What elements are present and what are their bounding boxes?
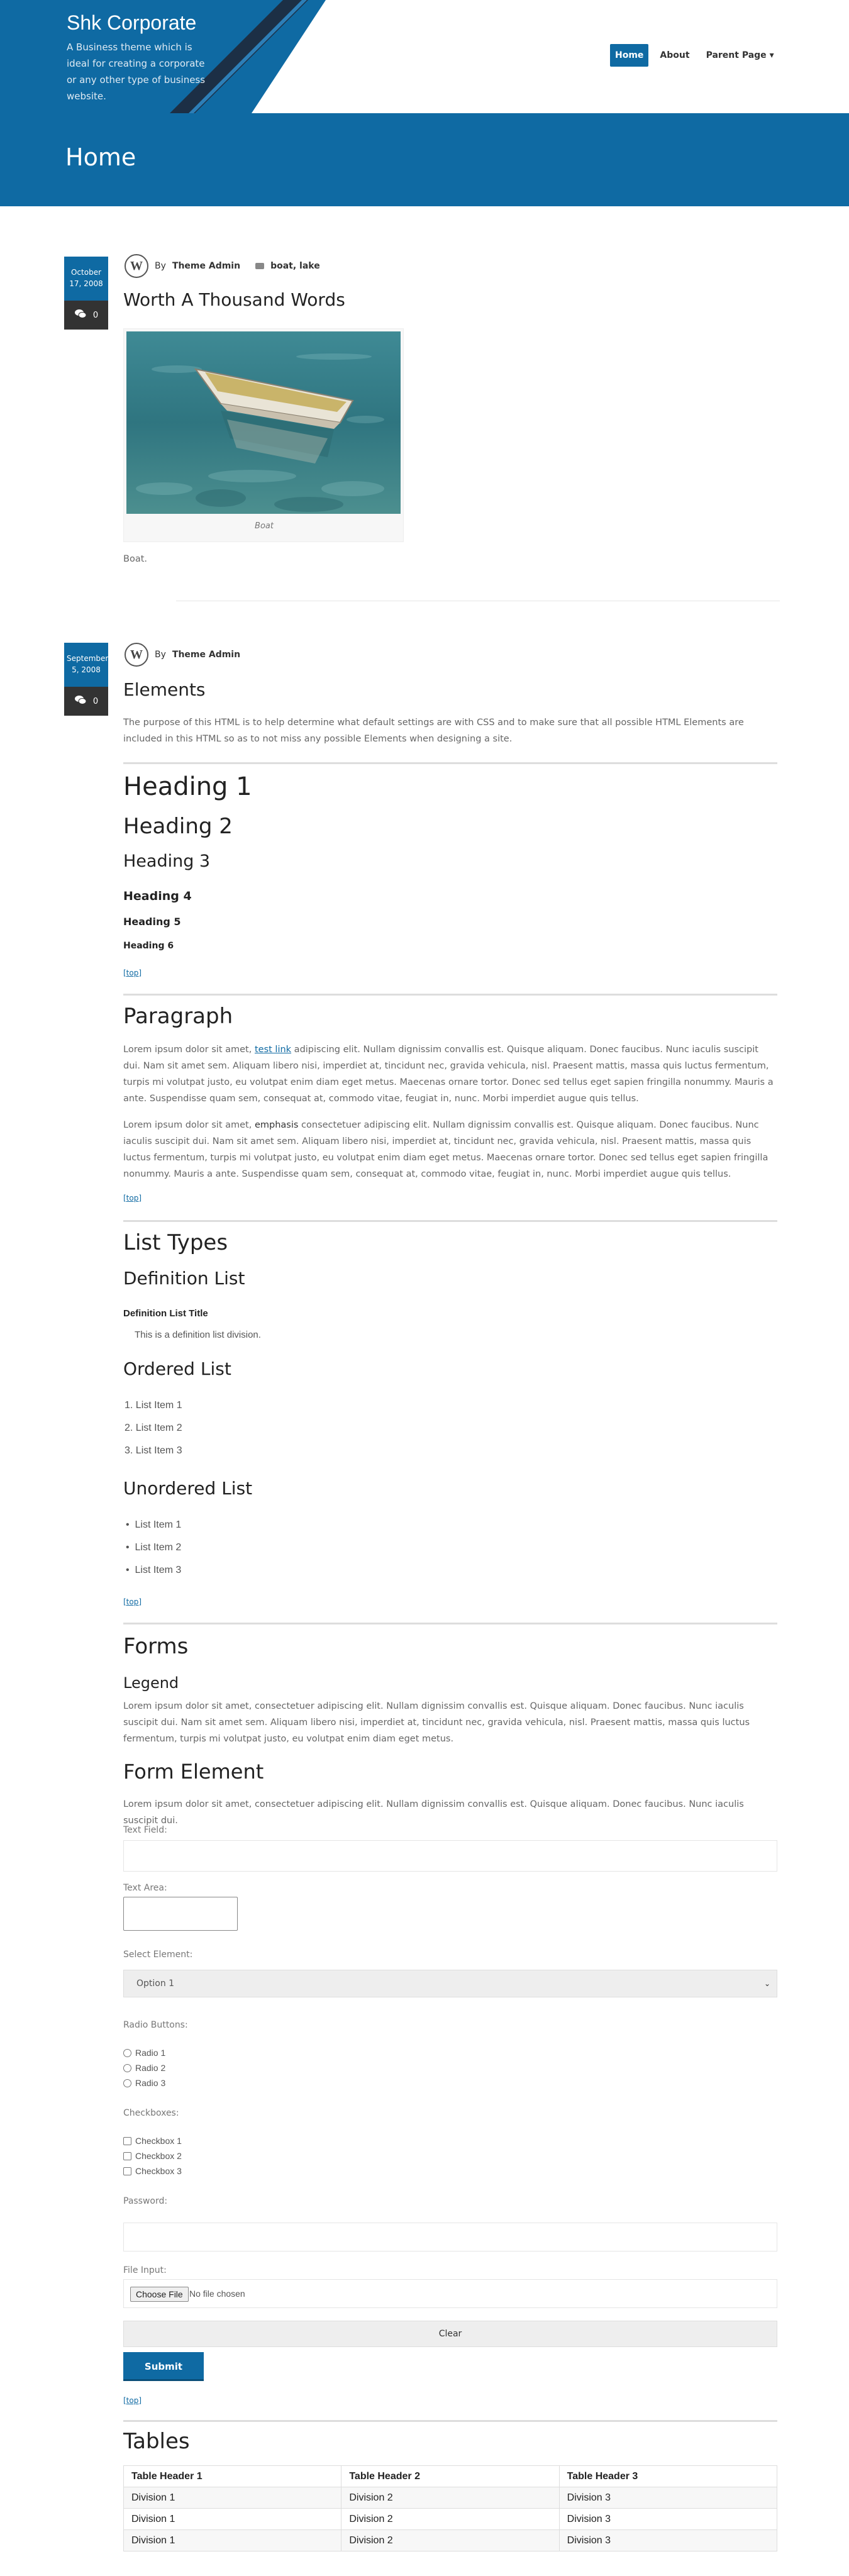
- password-label: Password:: [123, 2196, 168, 2206]
- radio-label: Radio Buttons:: [123, 2020, 188, 2030]
- post-excerpt: Boat.: [123, 554, 147, 564]
- boat-image[interactable]: [126, 331, 401, 514]
- top-link[interactable]: [top]: [123, 969, 142, 977]
- post-title[interactable]: Elements: [123, 679, 206, 700]
- radio-option-1[interactable]: Radio 1: [123, 2048, 165, 2058]
- site-description: A Business theme which is ideal for creating a corporate or any other type of business website.: [67, 42, 206, 102]
- forms-heading: Forms: [123, 1634, 189, 1659]
- top-link[interactable]: [top]: [123, 2396, 142, 2405]
- post-title[interactable]: Worth A Thousand Words: [123, 289, 345, 310]
- page-title: Home: [65, 143, 136, 171]
- definition-description: This is a definition list division.: [135, 1330, 261, 1340]
- paragraph-heading: Paragraph: [123, 1004, 233, 1029]
- section-divider: [123, 994, 777, 996]
- table-cell: Division 3: [559, 2530, 777, 2551]
- elements-intro: The purpose of this HTML is to help determine what default settings are with CSS and to make sure that all possible HTML Elements are included in this HTML so as to not miss any possible Elements when designing a site.: [123, 718, 744, 744]
- radio-option-3[interactable]: Radio 3: [123, 2078, 165, 2088]
- nav-item-parent-page[interactable]: [701, 44, 779, 67]
- heading-3: Heading 3: [123, 852, 211, 871]
- ordered-list-heading: Ordered List: [123, 1358, 231, 1379]
- checkbox-2[interactable]: Checkbox 2: [123, 2151, 182, 2161]
- table-header-row: [124, 2466, 777, 2487]
- checkbox-label: Checkboxes:: [123, 2108, 179, 2118]
- checkbox-icon: [123, 2167, 131, 2175]
- heading-1: Heading 1: [123, 772, 252, 801]
- form-intro: Lorem ipsum dolor sit amet, consectetuer adipiscing elit. Nullam dignissim convallis est. Quisque aliquam. Donec faucibus. Nunc iaculis suscipit dui.: [123, 1799, 744, 1826]
- checkbox-icon: [123, 2137, 131, 2145]
- test-link[interactable]: test link: [254, 1045, 292, 1055]
- main-nav: [610, 44, 779, 67]
- heading-4: Heading 4: [123, 889, 192, 903]
- definition-title: Definition List Title: [123, 1308, 208, 1319]
- definition-list-heading: Definition List: [123, 1268, 245, 1289]
- checkbox-icon: [123, 2152, 131, 2160]
- list-item: • List Item 2: [126, 1542, 182, 1553]
- tag-icon: [255, 263, 264, 269]
- tables-heading: Tables: [123, 2429, 190, 2454]
- list-item: • List Item 1: [126, 1519, 182, 1530]
- password-input[interactable]: [123, 2223, 777, 2251]
- text-area-label: Text Area:: [123, 1883, 167, 1893]
- data-table: [123, 2465, 777, 2551]
- comments-icon: [74, 309, 87, 321]
- paragraph-1: Lorem ipsum dolor sit amet, test link adipiscing elit. Nullam dignissim convallis est. Quisque aliquam. Donec faucibus. Nunc iaculis suscipit dui. Nam sit amet sem. Aliquam libero nisi, imperdiet at, tincidunt nec, gravida vehicula, nisl. Praesent mattis, massa quis luctus fermentum, turpis mi volutpat justo, eu volutpat enim diam eget metus. Maecenas ornare tortor. Donec sed tellus eget sapien fringilla nonummy. Mauris a ante. Suspendisse quam sem, consequat at, commodo vitae, feugiat in, nunc. Morbi imperdiet augue quis tellus.: [123, 1045, 774, 1104]
- post-meta: [125, 254, 320, 278]
- heading-5: Heading 5: [123, 916, 181, 928]
- table-cell: Division 3: [559, 2487, 777, 2509]
- top-link[interactable]: [top]: [123, 1597, 142, 1606]
- radio-option-2[interactable]: Radio 2: [123, 2063, 165, 2073]
- heading-2: Heading 2: [123, 814, 233, 839]
- meta-by: By: [155, 650, 166, 660]
- file-input-label: File Input:: [123, 2265, 167, 2275]
- table-cell: Division 2: [341, 2530, 559, 2551]
- text-field-label: Text Field:: [123, 1825, 167, 1835]
- list-item: 3. List Item 3: [125, 1445, 182, 1456]
- image-caption: Boat: [255, 521, 274, 531]
- select-label: Select Element:: [123, 1950, 193, 1960]
- emphasis-text: emphasis: [254, 1120, 299, 1130]
- file-input: [123, 2279, 777, 2308]
- nav-item-home[interactable]: Home: [610, 44, 648, 67]
- wordpress-icon: W: [125, 254, 148, 278]
- paragraph-2: Lorem ipsum dolor sit amet, emphasis consectetuer adipiscing elit. Nullam dignissim convallis est. Quisque aliquam. Donec faucibus. Nunc iaculis suscipit dui. Nam sit amet sem. Aliquam libero nisi, imperdiet at, tincidunt nec, gravida vehicula, nisl. Praesent mattis, massa quis luctus fermentum, turpis mi volutpat justo, eu volutpat enim diam eget metus. Maecenas ornare tortor. Donec sed tellus eget sapien fringilla nonummy. Mauris a ante. Suspendisse quam sem, consequat at, commodo vitae, feugiat in, nunc. Morbi imperdiet augue quis tellus.: [123, 1120, 769, 1179]
- site-header: [0, 0, 849, 113]
- table-cell: Division 1: [124, 2530, 341, 2551]
- list-item: 2. List Item 2: [125, 1423, 182, 1433]
- table-cell: Division 1: [124, 2509, 341, 2530]
- top-link[interactable]: [top]: [123, 1194, 142, 1202]
- table-header: Table Header 2: [341, 2466, 559, 2487]
- clear-button[interactable]: Clear: [123, 2321, 777, 2347]
- post-author[interactable]: Theme Admin: [172, 261, 241, 271]
- table-header: Table Header 1: [124, 2466, 341, 2487]
- chevron-down-icon: ⌄: [763, 1979, 770, 1988]
- select-value: Option 1: [136, 1979, 175, 1989]
- post-figure: [123, 328, 404, 542]
- comment-count-value: 0: [92, 310, 99, 320]
- comment-count[interactable]: [64, 687, 108, 716]
- table-cell: Division 3: [559, 2509, 777, 2530]
- nav-item-parent-label: Parent Page: [706, 50, 767, 60]
- radio-icon: [123, 2079, 131, 2087]
- comment-count-value: 0: [92, 696, 99, 706]
- table-cell: Division 2: [341, 2487, 559, 2509]
- list-types-heading: List Types: [123, 1230, 228, 1255]
- post-tags[interactable]: boat, lake: [270, 261, 320, 271]
- wordpress-icon: W: [125, 643, 148, 667]
- text-field-input[interactable]: [123, 1840, 777, 1872]
- text-area-input[interactable]: [123, 1897, 238, 1931]
- list-item: • List Item 3: [126, 1565, 182, 1575]
- table-row: [124, 2509, 777, 2530]
- table-row: [124, 2487, 777, 2509]
- checkbox-3[interactable]: Checkbox 3: [123, 2166, 182, 2176]
- meta-by: By: [155, 261, 166, 271]
- table-cell: Division 2: [341, 2509, 559, 2530]
- heading-6: Heading 6: [123, 941, 174, 951]
- table-header: Table Header 3: [559, 2466, 777, 2487]
- choose-file-button[interactable]: Choose File: [130, 2287, 189, 2302]
- section-divider: [123, 1220, 777, 1222]
- form-element-heading: Form Element: [123, 1760, 264, 1784]
- post-author[interactable]: Theme Admin: [172, 650, 241, 660]
- submit-button[interactable]: Submit: [123, 2352, 204, 2381]
- radio-icon: [123, 2049, 131, 2057]
- comment-count[interactable]: [64, 301, 108, 330]
- table-row: [124, 2530, 777, 2551]
- section-divider: [123, 1623, 777, 1624]
- select-dropdown[interactable]: [123, 1970, 777, 1997]
- post-date[interactable]: October 17, 2008: [64, 257, 108, 301]
- checkbox-1[interactable]: Checkbox 1: [123, 2136, 182, 2146]
- legend-text: Lorem ipsum dolor sit amet, consectetuer adipiscing elit. Nullam dignissim convallis est. Quisque aliquam. Donec faucibus. Nunc iaculis suscipit dui. Nam sit amet sem. Aliquam libero nisi, imperdiet at, tincidunt nec, gravida vehicula, nisl. Praesent mattis, massa quis luctus fermentum, turpis mi volutpat justo, eu volutpat enim diam eget metus.: [123, 1701, 750, 1744]
- nav-item-about[interactable]: About: [660, 50, 690, 60]
- radio-icon: [123, 2064, 131, 2072]
- site-title[interactable]: Shk Corporate: [67, 11, 197, 34]
- section-divider: [123, 2420, 777, 2422]
- chevron-down-icon: ▾: [769, 50, 774, 60]
- file-status: No file chosen: [189, 2289, 245, 2299]
- post-meta: [125, 643, 240, 667]
- table-cell: Division 1: [124, 2487, 341, 2509]
- post-date[interactable]: September 5, 2008: [64, 643, 108, 687]
- list-item: 1. List Item 1: [125, 1400, 182, 1411]
- unordered-list-heading: Unordered List: [123, 1478, 253, 1499]
- comments-icon: [74, 695, 87, 708]
- section-divider: [123, 762, 777, 764]
- legend-heading: Legend: [123, 1674, 179, 1692]
